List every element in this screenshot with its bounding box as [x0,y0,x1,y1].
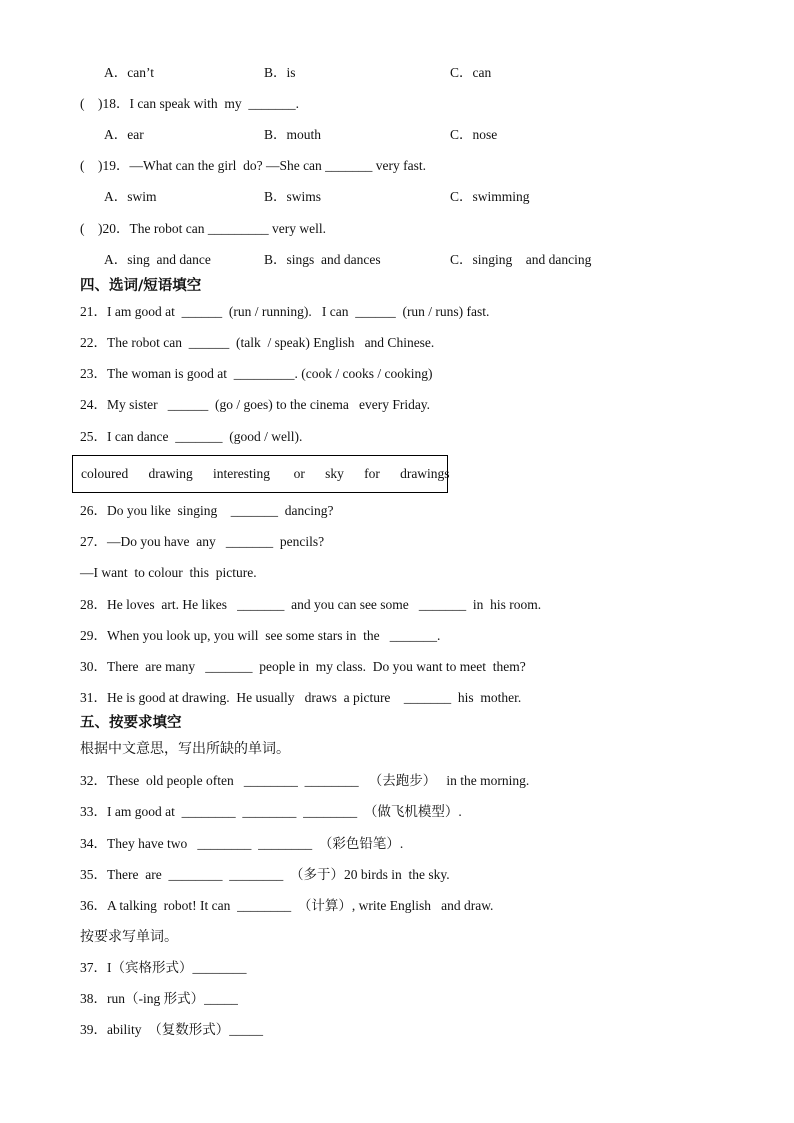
question-36: 36．A talking robot! It can ________ （计算）, write English and draw. [80,898,494,913]
question-27: 27．—Do you have any _______ pencils? [80,534,325,549]
word-bank-text: coloured drawing interesting or sky for drawings [81,466,450,481]
q19-question: ( )19．—What can the girl do? —She can _______ very fast. [80,158,427,173]
q18-option-a: A．ear [104,127,144,142]
q18-question: ( )18．I can speak with my _______. [80,96,299,111]
q20-option-c: C．singing and dancing [450,252,592,267]
question-32: 32．These old people often ________ ________ （去跑步） in the morning. [80,773,530,788]
q20-question: ( )20．The robot can _________ very well. [80,221,326,236]
question-38: 38．run（-ing 形式）_____ [80,991,238,1006]
question-21: 21．I am good at ______ (run / running). I can ______ (run / runs) fast. [80,304,490,319]
question-22: 22．The robot can ______ (talk / speak) English and Chinese. [80,335,435,350]
q17-option-a: A．can’t [104,65,154,80]
section-5-instruction-1: 根据中文意思，写出所缺的单词。 [80,741,290,757]
q17-option-b: B．is [264,65,296,80]
question-29: 29．When you look up, you will see some stars in the _______. [80,628,441,643]
question-39: 39．ability （复数形式）_____ [80,1022,263,1037]
question-28: 28．He loves art. He likes _______ and you can see some _______ in his room. [80,597,542,612]
q20-option-b: B．sings and dances [264,252,381,267]
question-23: 23．The woman is good at _________. (cook / cooks / cooking) [80,366,433,381]
q19-option-c: C．swimming [450,189,530,204]
question-30: 30．There are many _______ people in my class. Do you want to meet them? [80,659,526,674]
question-27-reply: —I want to colour this picture. [80,565,257,580]
section-4-heading: 四、选词/短语填空 [80,278,202,294]
question-35: 35．There are ________ ________ （多于）20 birds in the sky. [80,867,450,882]
question-37: 37．I（宾格形式）________ [80,960,247,975]
question-31: 31．He is good at drawing. He usually draws a picture _______ his mother. [80,690,522,705]
question-26: 26．Do you like singing _______ dancing? [80,503,334,518]
question-33: 33．I am good at ________ ________ ________ （做飞机模型）. [80,804,462,819]
question-34: 34．They have two ________ ________ （彩色铅笔）. [80,836,404,851]
section-5-instruction-2: 按要求写单词。 [80,929,178,945]
word-bank-box [72,455,448,493]
question-24: 24．My sister ______ (go / goes) to the cinema every Friday. [80,397,431,412]
question-25: 25．I can dance _______ (good / well). [80,429,303,444]
q19-option-b: B．swims [264,189,322,204]
q18-option-c: C．nose [450,127,498,142]
section-5-heading: 五、按要求填空 [80,715,182,731]
q18-option-b: B．mouth [264,127,322,142]
q17-option-c: C．can [450,65,492,80]
q20-option-a: A．sing and dance [104,252,211,267]
q19-option-a: A．swim [104,189,157,204]
